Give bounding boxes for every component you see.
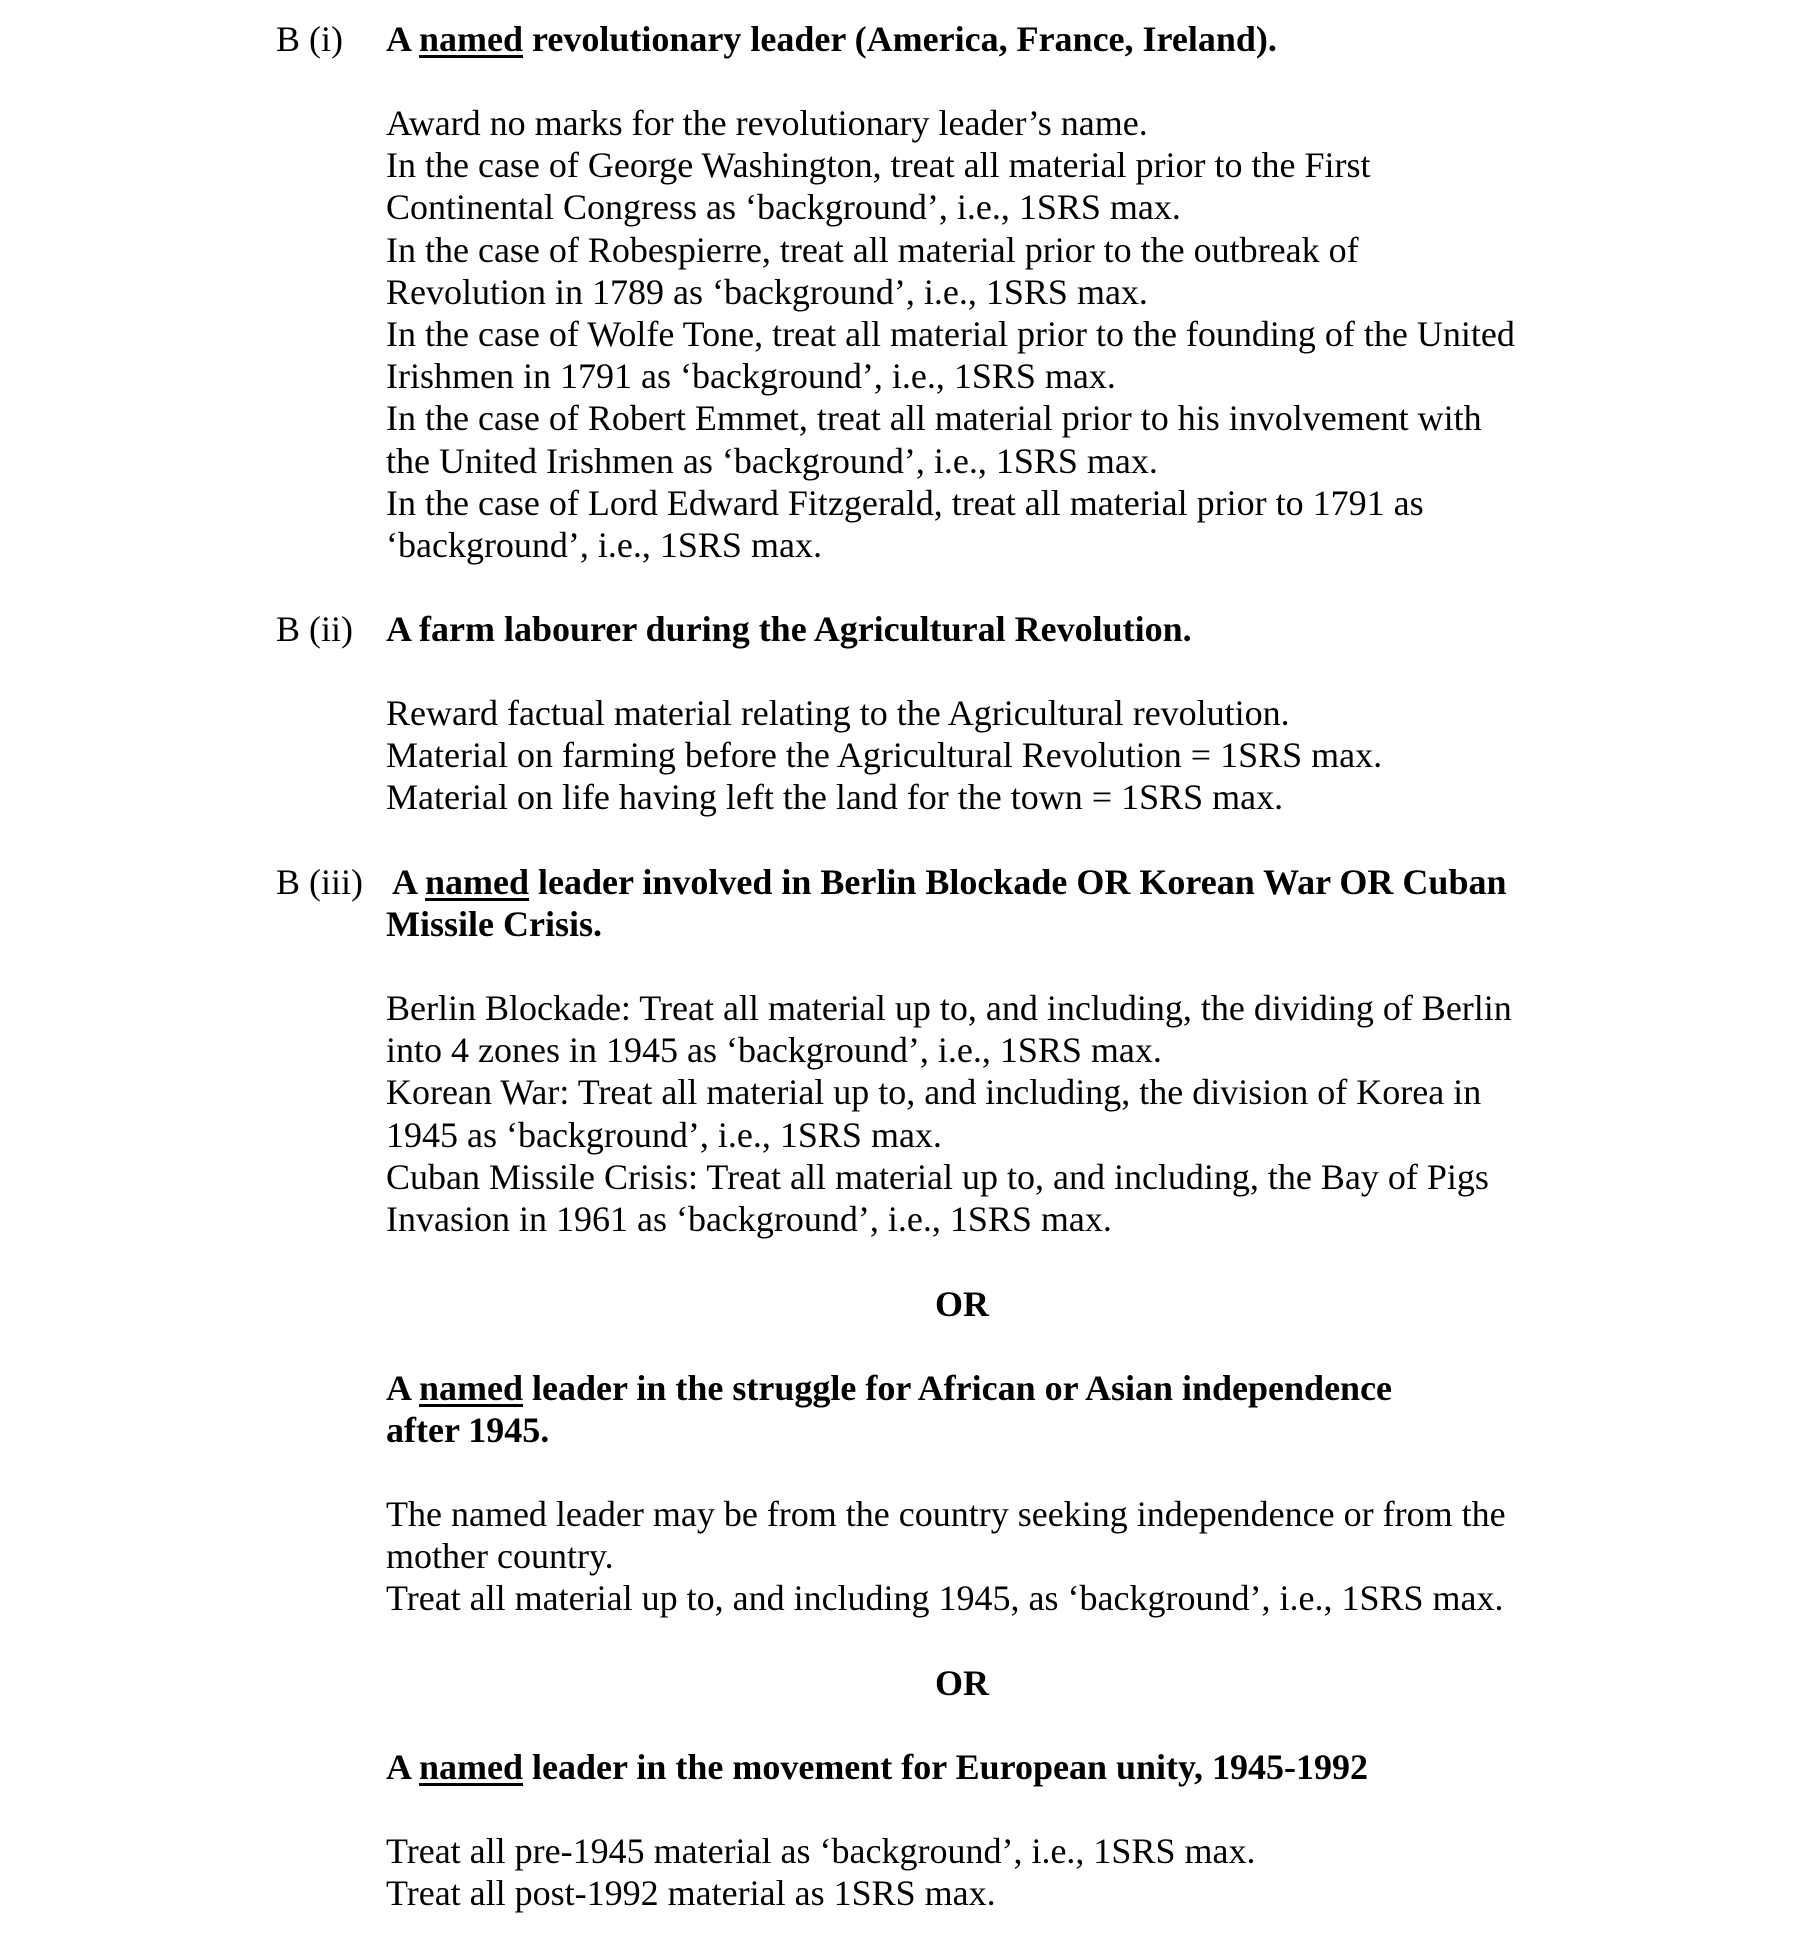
section-biii-heading (392, 861, 1506, 903)
african-asian-heading-line2: after 1945. (386, 1410, 550, 1450)
body-line: Treat all material up to, and including 1945, as ‘background’, i.e., 1SRS max. (386, 1578, 1504, 1619)
or-separator: OR (935, 1284, 989, 1324)
heading-named-underlined: named (419, 19, 524, 59)
body-line: In the case of Lord Edward Fitzgerald, treat all material prior to 1791 as (386, 482, 1424, 523)
section-biii-body (386, 987, 1512, 1240)
body-line: The named leader may be from the country seeking independence or from the (386, 1494, 1506, 1534)
body-line: ‘background’, i.e., 1SRS max. (386, 525, 822, 566)
body-line: mother country. (386, 1536, 614, 1577)
heading-named-underlined: named (425, 862, 530, 902)
section-bi-label: B (i) (276, 19, 343, 59)
section-bii-heading: A farm labourer during the Agricultural Revolution. (386, 609, 1192, 649)
section-biii-label: B (iii) (276, 862, 363, 902)
heading-prefix: A (386, 1747, 420, 1787)
european-unity-body (386, 1830, 1255, 1914)
heading-named-underlined: named (419, 1747, 524, 1787)
section-bi-heading (386, 18, 1277, 60)
body-line: In the case of Robespierre, treat all material prior to the outbreak of (386, 229, 1359, 270)
body-line: the United Irishmen as ‘background’, i.e., 1SRS max. (386, 440, 1158, 481)
body-line: Reward factual material relating to the Agricultural revolution. (386, 693, 1290, 733)
body-line: into 4 zones in 1945 as ‘background’, i.e., 1SRS max. (386, 1030, 1162, 1071)
body-line: Invasion in 1961 as ‘background’, i.e., 1SRS max. (386, 1199, 1112, 1240)
heading-suffix: leader in the movement for European unity, 1945-1992 (523, 1747, 1369, 1787)
african-asian-heading (386, 1367, 1392, 1409)
section-bii-label: B (ii) (276, 609, 353, 649)
heading-prefix: A (392, 862, 426, 902)
body-line: In the case of Wolfe Tone, treat all material prior to the founding of the United (386, 314, 1515, 355)
african-asian-body (386, 1493, 1506, 1620)
heading-suffix: leader involved in Berlin Blockade OR Korean War OR Cuban (529, 862, 1507, 902)
body-line: 1945 as ‘background’, i.e., 1SRS max. (386, 1114, 942, 1155)
body-line: In the case of George Washington, treat all material prior to the First (386, 145, 1371, 186)
section-biii-heading-line2: Missile Crisis. (386, 904, 602, 944)
body-line: Revolution in 1789 as ‘background’, i.e., 1SRS max. (386, 271, 1148, 312)
body-line: Korean War: Treat all material up to, and including, the division of Korea in (386, 1072, 1482, 1113)
european-unity-heading (386, 1746, 1368, 1788)
body-line: Treat all pre-1945 material as ‘background’, i.e., 1SRS max. (386, 1831, 1256, 1871)
body-line: Berlin Blockade: Treat all material up to, and including, the dividing of Berlin (386, 988, 1512, 1028)
body-line: Treat all post-1992 material as 1SRS max. (386, 1873, 996, 1914)
body-line: Continental Congress as ‘background’, i.e., 1SRS max. (386, 187, 1181, 228)
body-line: Material on farming before the Agricultural Revolution = 1SRS max. (386, 735, 1383, 776)
heading-named-underlined: named (419, 1368, 524, 1408)
heading-prefix: A (386, 1368, 420, 1408)
section-bi-body (386, 102, 1515, 566)
heading-suffix: revolutionary leader (America, France, Ireland). (523, 19, 1277, 59)
or-separator: OR (935, 1663, 989, 1703)
body-line: Material on life having left the land for the town = 1SRS max. (386, 777, 1284, 818)
body-line: In the case of Robert Emmet, treat all material prior to his involvement with (386, 398, 1482, 439)
body-line: Irishmen in 1791 as ‘background’, i.e., 1SRS max. (386, 356, 1116, 397)
heading-suffix: leader in the struggle for African or Asian independence (523, 1368, 1393, 1408)
body-line: Award no marks for the revolutionary leader’s name. (386, 103, 1148, 143)
section-bii-body (386, 692, 1382, 819)
heading-prefix: A (386, 19, 420, 59)
body-line: Cuban Missile Crisis: Treat all material up to, and including, the Bay of Pigs (386, 1156, 1489, 1197)
